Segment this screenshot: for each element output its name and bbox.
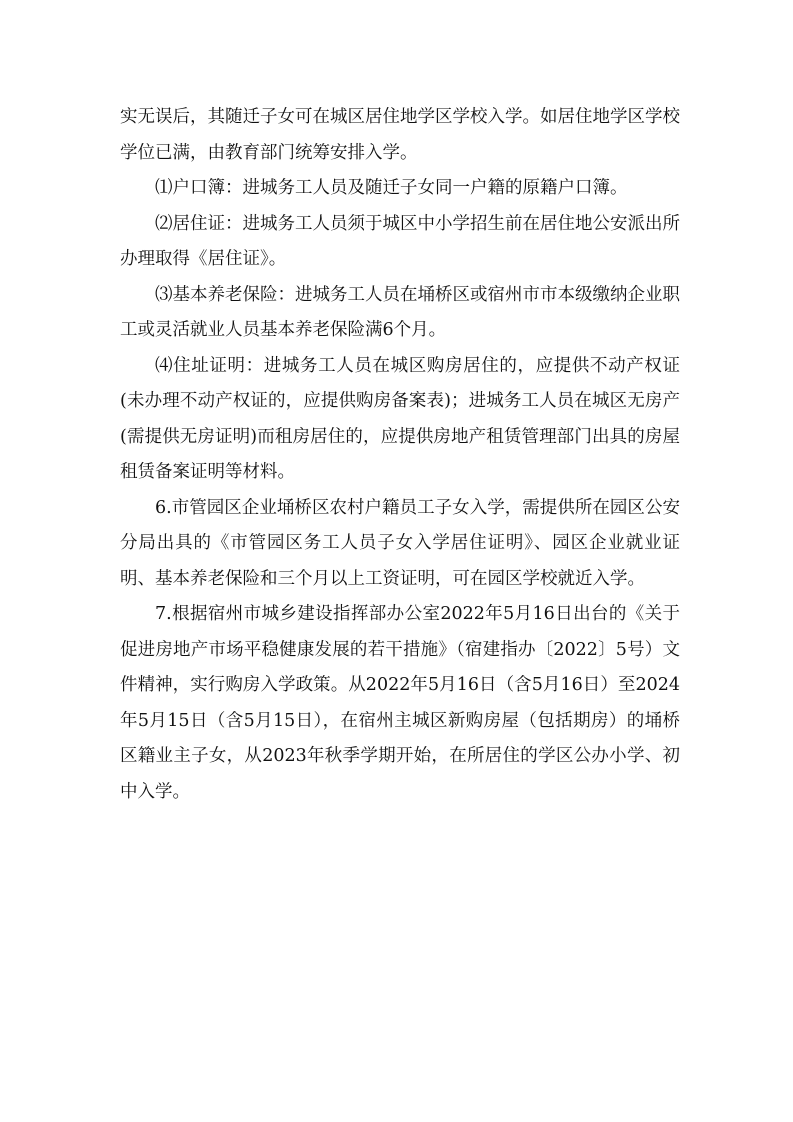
paragraph-household-register: ⑴户口簿：进城务工人员及随迁子女同一户籍的原籍户口簿。	[155, 178, 628, 198]
paragraph-continuation: 实无误后，其随迁子女可在城区居住地学区学校入学。如居住地学区学校学位已满，由教育部门统筹安排入学。	[120, 107, 680, 163]
paragraph-item-6: 6.市管园区企业埇桥区农村户籍员工子女入学，需提供所在园区公安分局出具的《市管园区务工人员子女入学居住证明》、园区企业就业证明、基本养老保险和三个月以上工资证明，可在园区学校就近入学。	[120, 497, 680, 589]
document-body	[120, 100, 680, 810]
paragraph-pension-insurance: ⑶基本养老保险：进城务工人员在埇桥区或宿州市市本级缴纳企业职工或灵活就业人员基本养老保险满6个月。	[120, 284, 680, 340]
paragraph-residence-permit: ⑵居住证：进城务工人员须于城区中小学招生前在居住地公安派出所办理取得《居住证》。	[120, 213, 680, 269]
paragraph-item-7: 7.根据宿州市城乡建设指挥部办公室2022年5月16日出台的《关于促进房地产市场平稳健康发展的若干措施》（宿建指办〔2022〕5号）文件精神，实行购房入学政策。从2022年5月16日（含5月16日）至2024年5月15日（含5月15日），在宿州主城区新购房屋（包括期房）的埇桥区籍业主子女，从2023年秋季学期开始，在所居住的学区公办小学、初中入学。	[120, 604, 680, 802]
paragraph-address-proof: ⑷住址证明：进城务工人员在城区购房居住的，应提供不动产权证(未办理不动产权证的，应提供购房备案表)；进城务工人员在城区无房产(需提供无房证明)而租房居住的，应提供房地产租赁管理部门出具的房屋租赁备案证明等材料。	[120, 355, 680, 482]
